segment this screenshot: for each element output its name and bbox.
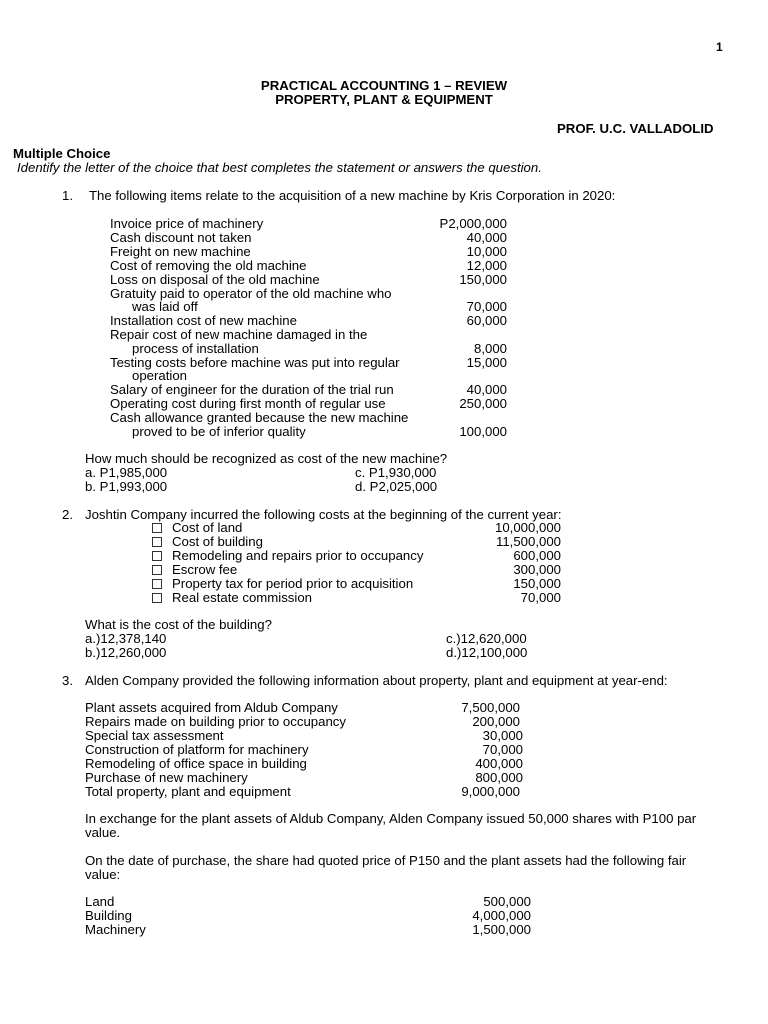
checkbox-icon: [152, 537, 162, 547]
list-item-value: 250,000: [459, 396, 507, 411]
list-item-label: Gratuity paid to operator of the old machine who: [110, 286, 392, 301]
list-item-value: 7,500,000: [461, 700, 520, 715]
list-item-label: Purchase of new machinery: [85, 770, 248, 785]
professor-name: PROF. U.C. VALLADOLID: [557, 121, 714, 136]
question-prompt: The following items relate to the acquisition of a new machine by Kris Corporation in 2020:: [89, 188, 616, 203]
document-subtitle: PROPERTY, PLANT & EQUIPMENT: [275, 92, 493, 107]
section-heading: Multiple Choice: [13, 146, 111, 161]
list-item-label: Plant assets acquired from Aldub Company: [85, 700, 338, 715]
choice-a: a.)12,378,140: [85, 631, 167, 646]
list-item: [152, 549, 423, 563]
list-item: [152, 591, 312, 605]
list-item: [152, 563, 237, 577]
choice-c: c. P1,930,000: [355, 465, 437, 480]
list-item-label: process of installation: [132, 341, 259, 356]
list-item-label: Cash allowance granted because the new machine: [110, 410, 409, 425]
list-item: [152, 577, 413, 591]
question-text: How much should be recognized as cost of the new machine?: [85, 451, 448, 466]
list-item-label: Machinery: [85, 922, 146, 937]
list-item-label: proved to be of inferior quality: [132, 424, 306, 439]
list-item-label: Testing costs before machine was put into regular: [110, 355, 400, 370]
list-item-label: Repair cost of new machine damaged in the: [110, 327, 368, 342]
choice-d: d. P2,025,000: [355, 479, 438, 494]
list-item-label: Repairs made on building prior to occupancy: [85, 714, 346, 729]
list-item-label: Cost of land: [172, 520, 243, 535]
list-item-label: Building: [85, 908, 132, 923]
paragraph-text: In exchange for the plant assets of Aldub Company, Alden Company issued 50,000 shares with P100 par: [85, 811, 697, 826]
paragraph-text: value.: [85, 825, 121, 840]
paragraph-text: On the date of purchase, the share had quoted price of P150 and the plant assets had the following fair: [85, 853, 687, 868]
list-item-value: 70,000: [482, 742, 523, 757]
list-item-value: 40,000: [466, 382, 507, 397]
checkbox-icon: [152, 593, 162, 603]
list-item-label: Land: [85, 894, 115, 909]
list-item-label: Loss on disposal of the old machine: [110, 272, 320, 287]
list-item-label: Remodeling of office space in building: [85, 756, 307, 771]
question-prompt: Alden Company provided the following information about property, plant and equipment at year-end:: [85, 673, 668, 688]
list-item-value: 30,000: [482, 728, 523, 743]
list-item-value: 9,000,000: [461, 784, 520, 799]
list-item-label: Property tax for period prior to acquisition: [172, 576, 414, 591]
checkbox-icon: [152, 565, 162, 575]
choice-b: b.)12,260,000: [85, 645, 167, 660]
list-item-value: 800,000: [475, 770, 523, 785]
list-item-value: 11,500,000: [495, 534, 561, 549]
question-text: What is the cost of the building?: [85, 617, 272, 632]
checkbox-icon: [152, 579, 162, 589]
list-item-value: 8,000: [473, 341, 507, 356]
list-item-value: 400,000: [475, 756, 523, 771]
choice-a: a. P1,985,000: [85, 465, 168, 480]
choice-d: d.)12,100,000: [446, 645, 528, 660]
page-number: 1: [716, 40, 723, 54]
question-number: 3.: [62, 673, 73, 688]
list-item: [152, 521, 242, 535]
list-item-value: 60,000: [466, 313, 507, 328]
list-item-label: Operating cost during first month of regular use: [110, 396, 386, 411]
checkbox-icon: [152, 523, 162, 533]
list-item-value: 12,000: [466, 258, 507, 273]
choice-b: b. P1,993,000: [85, 479, 168, 494]
list-item-label: Escrow fee: [172, 562, 238, 577]
document-title: PRACTICAL ACCOUNTING 1 – REVIEW: [260, 78, 508, 93]
list-item-value: 4,000,000: [472, 908, 531, 923]
paragraph-text: value:: [85, 867, 121, 882]
checkbox-icon: [152, 551, 162, 561]
list-item-label: Cost of building: [172, 534, 263, 549]
list-item-value: 40,000: [466, 230, 507, 245]
list-item-label: Invoice price of machinery: [110, 216, 264, 231]
list-item-value: 500,000: [483, 894, 531, 909]
choice-c: c.)12,620,000: [446, 631, 527, 646]
list-item-value: 70,000: [466, 299, 507, 314]
list-item-label: Cost of removing the old machine: [110, 258, 307, 273]
list-item-label: Freight on new machine: [110, 244, 251, 259]
list-item-value: 150,000: [459, 272, 507, 287]
list-item-label: Total property, plant and equipment: [85, 784, 291, 799]
list-item-label: Construction of platform for machinery: [85, 742, 309, 757]
list-item-label: Cash discount not taken: [110, 230, 252, 245]
list-item-value: 10,000,000: [494, 520, 561, 535]
list-item-value: P2,000,000: [439, 216, 507, 231]
list-item-value: 70,000: [520, 590, 561, 605]
list-item-label: operation: [132, 368, 187, 383]
question-number: 2.: [62, 507, 73, 522]
list-item-value: 150,000: [513, 576, 561, 591]
list-item: [152, 535, 263, 549]
list-item-value: 600,000: [513, 548, 561, 563]
list-item-value: 1,500,000: [472, 922, 531, 937]
question-number: 1.: [62, 188, 73, 203]
list-item-label: Real estate commission: [172, 590, 312, 605]
list-item-label: Special tax assessment: [85, 728, 224, 743]
section-instructions: Identify the letter of the choice that best completes the statement or answers the question.: [17, 160, 542, 175]
list-item-value: 300,000: [513, 562, 561, 577]
list-item-label: Installation cost of new machine: [110, 313, 297, 328]
list-item-value: 200,000: [472, 714, 520, 729]
list-item-label: was laid off: [132, 299, 198, 314]
list-item-label: Salary of engineer for the duration of the trial run: [110, 382, 394, 397]
question-prompt: Joshtin Company incurred the following costs at the beginning of the current year:: [85, 507, 562, 522]
list-item-label: Remodeling and repairs prior to occupancy: [172, 548, 424, 563]
list-item-value: 10,000: [466, 244, 507, 259]
list-item-value: 100,000: [459, 424, 507, 439]
list-item-value: 15,000: [466, 355, 507, 370]
